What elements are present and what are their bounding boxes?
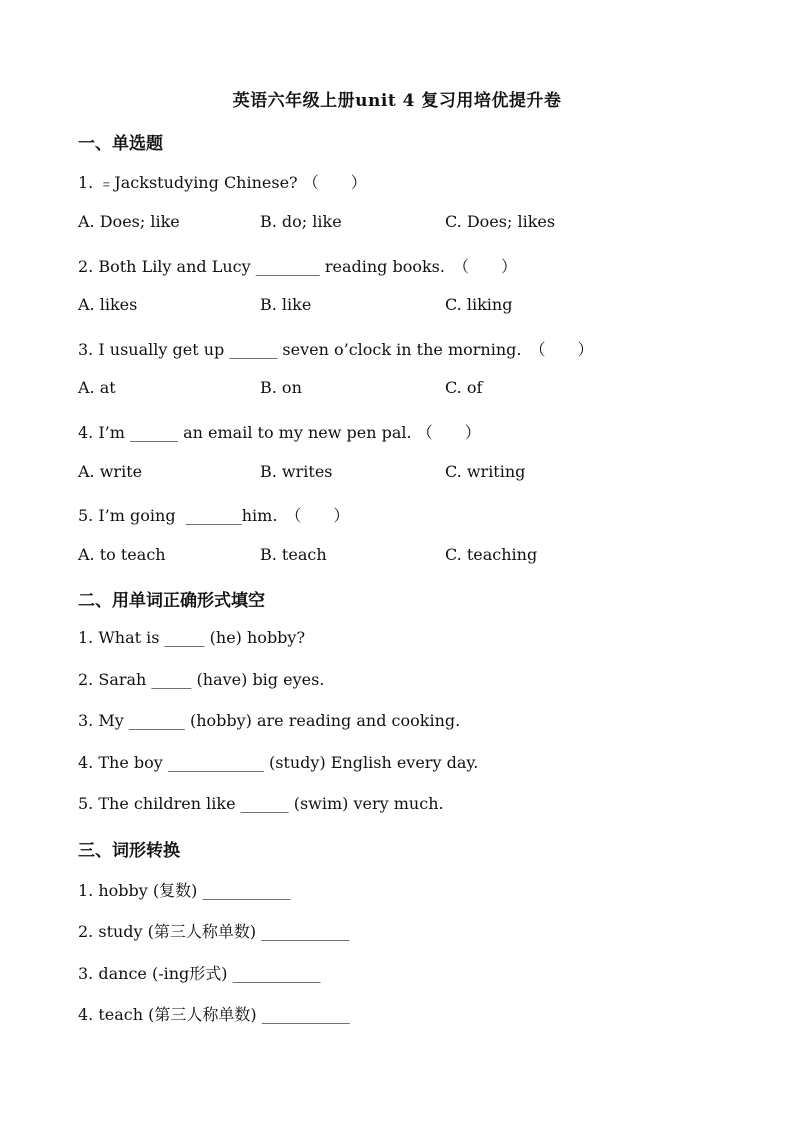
fill-in-item: 2. Sarah _____ (have) big eyes. bbox=[78, 670, 325, 689]
question-stem: 2. Both Lily and Lucy ________ reading books. （ ） bbox=[78, 257, 517, 276]
word-form-item: 1. hobby (复数) ___________ bbox=[78, 881, 291, 900]
question-stem: 1. ﹦Jackstudying Chinese? （ ） bbox=[78, 173, 367, 192]
option-b: B. like bbox=[260, 295, 312, 314]
fill-in-item: 4. The boy ____________ (study) English every day. bbox=[78, 753, 479, 772]
question-stem: 3. I usually get up ______ seven o’clock in the morning. （ ） bbox=[78, 340, 594, 359]
section-heading-fill-in: 二、用单词正确形式填空 bbox=[78, 591, 265, 611]
word-form-item: 3. dance (-ing形式) ___________ bbox=[78, 964, 321, 983]
fill-in-item: 5. The children like ______ (swim) very much. bbox=[78, 794, 444, 813]
option-b: B. do; like bbox=[260, 212, 342, 231]
option-a: A. likes bbox=[78, 295, 138, 314]
option-b: B. on bbox=[260, 378, 302, 397]
option-a: A. Does; like bbox=[78, 212, 180, 231]
option-a: A. to teach bbox=[78, 545, 166, 564]
page-title: 英语六年级上册unit 4 复习用培优提升卷 bbox=[232, 91, 562, 111]
option-c: C. liking bbox=[445, 295, 513, 314]
option-a: A. at bbox=[78, 378, 116, 397]
word-form-item: 2. study (第三人称单数) ___________ bbox=[78, 922, 350, 941]
option-c: C. teaching bbox=[445, 545, 538, 564]
section-heading-multiple-choice: 一、单选题 bbox=[78, 134, 163, 154]
option-c: C. writing bbox=[445, 462, 526, 481]
question-stem: 4. I’m ______ an email to my new pen pal. （ ） bbox=[78, 423, 481, 442]
fill-in-item: 3. My _______ (hobby) are reading and cooking. bbox=[78, 711, 461, 730]
option-b: B. teach bbox=[260, 545, 327, 564]
option-a: A. write bbox=[78, 462, 143, 481]
section-heading-word-forms: 三、词形转换 bbox=[78, 841, 180, 861]
option-b: B. writes bbox=[260, 462, 333, 481]
option-c: C. Does; likes bbox=[445, 212, 556, 231]
option-c: C. of bbox=[445, 378, 483, 397]
fill-in-item: 1. What is _____ (he) hobby? bbox=[78, 628, 306, 647]
question-stem: 5. I’m going _______him. （ ） bbox=[78, 506, 350, 525]
word-form-item: 4. teach (第三人称单数) ___________ bbox=[78, 1005, 350, 1024]
